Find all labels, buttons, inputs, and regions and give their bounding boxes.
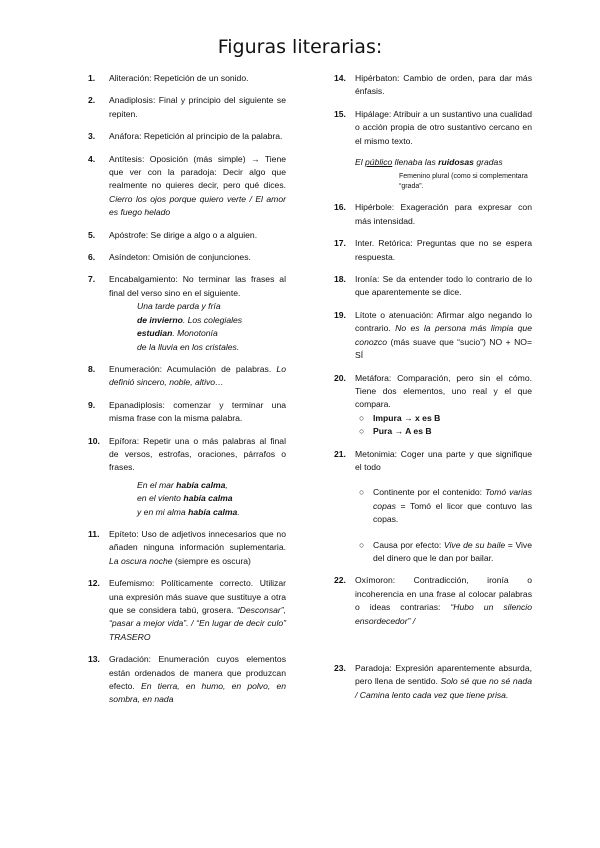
verse-line — [137, 327, 286, 340]
sub-item-text: = Vive del dinero que le dan por bailar. — [373, 539, 533, 563]
item-number: 17. — [334, 238, 346, 249]
item-definition: Atribuir a un sustantivo una cualidad o acción propia de otro sustantivo cercano en el mismo texto. — [355, 108, 532, 146]
item-number: 2. — [88, 95, 96, 106]
verse-bold: había calma — [176, 479, 226, 490]
item-number: 23. — [334, 663, 346, 673]
circle-bullet-icon: ○ — [359, 487, 365, 498]
item-definition: Acumulación de palabras. — [162, 363, 272, 374]
verse-line — [137, 479, 286, 492]
verse-line: Una tarde parda y fría — [137, 301, 221, 312]
sub-item-term: Causa por efecto: — [373, 539, 442, 550]
verse-line — [137, 492, 286, 505]
item-definition: comenzar y terminar una misma frase con la misma palabra. — [109, 399, 286, 424]
item-number: 3. — [88, 131, 96, 142]
item-number: 12. — [88, 578, 100, 589]
list-item — [88, 153, 286, 220]
item-example: No es la persona más limpia que conozco — [355, 323, 532, 347]
item-term: Paradoja: — [355, 663, 392, 673]
item-number: 15. — [334, 108, 346, 119]
example-part: El — [355, 157, 366, 168]
list-item — [88, 72, 286, 85]
right-column — [334, 72, 532, 711]
item-definition: Repetición de un sonido. — [151, 73, 249, 83]
item-definition: Oposición (más simple) → Tiene que ver con la paradoja: Decir algo que realmente no quieres decir, pero qué dices. — [109, 153, 286, 191]
verse-example — [109, 479, 286, 519]
item-definition: Contradicción, ironía o incoherencia en una frase al colocar palabras o ideas contrarias: — [355, 575, 532, 613]
item-number: 4. — [88, 153, 96, 164]
verse-line — [137, 314, 286, 327]
item-term: Oxímoron: — [355, 575, 396, 586]
left-column — [88, 72, 286, 716]
item-term: Antítesis: — [109, 153, 145, 164]
verse-line: de la lluvia en los cristales. — [137, 341, 240, 352]
list-item — [88, 229, 286, 242]
item-definition: Repetir una o más palabras al final de versos, estrofas, oraciones, párrafos o frases. — [109, 435, 286, 473]
item-number: 1. — [88, 73, 96, 83]
verse-start: y en mi alma — [137, 506, 189, 517]
item-number: 14. — [334, 73, 346, 83]
verse-rest: . Los colegiales — [182, 314, 243, 325]
verse-bold: había calma — [188, 506, 238, 517]
circle-bullet-icon: ○ — [359, 426, 365, 437]
item-number: 8. — [88, 363, 96, 374]
item-term: Epanadiplosis: — [109, 399, 165, 410]
item-definition: Omisión de conjunciones. — [150, 252, 251, 263]
list-item — [334, 448, 532, 566]
item-term: Enumeración: — [109, 363, 163, 374]
verse-rest: . Monotonía — [172, 328, 218, 339]
item-term: Anáfora: — [109, 131, 142, 142]
item-example: “Desconsar”, “pasar a mejor vida”. / “En lugar de decir culo” TRASERO — [109, 605, 287, 642]
item-number: 9. — [88, 399, 96, 410]
verse-start: en el viento — [137, 493, 184, 504]
example-bold: ruidosas — [438, 157, 474, 168]
item-term: Ironía: — [355, 274, 380, 285]
verse-bold: de invierno — [137, 314, 183, 325]
item-example: La oscura noche — [109, 555, 173, 566]
item-definition: Cambio de orden, para dar más énfasis. — [355, 73, 532, 97]
item-definition: Exageración para expresar con más intensidad. — [355, 202, 532, 226]
item-term: Metáfora: — [355, 372, 392, 383]
list-item — [88, 653, 286, 707]
list-item — [334, 662, 532, 702]
sub-item — [355, 486, 532, 526]
item-definition: Expresión aparentemente absurda, pero llena de sentido. — [355, 663, 532, 687]
item-definition: Repetición al principio de la palabra. — [141, 131, 283, 142]
item-definition: Se dirige a algo o a alguien. — [148, 229, 258, 240]
list-item — [334, 273, 532, 300]
item-definition: Enumeración cuyos elementos están ordenados de manera que produzcan efecto. — [109, 654, 286, 692]
list-item — [334, 237, 532, 264]
list-item — [88, 363, 286, 390]
item-note: (siempre es oscura) — [172, 555, 251, 566]
sub-item-text: Pura → A es B — [373, 426, 432, 437]
list-item — [334, 574, 532, 628]
item-definition: Final y principio del siguiente se repiten. — [109, 95, 286, 119]
list-item — [334, 108, 532, 193]
list-item — [88, 130, 286, 143]
item-term: Epífora: — [109, 435, 140, 446]
item-number: 7. — [88, 274, 96, 285]
item-term: Metonimia: — [355, 448, 398, 459]
list-item — [88, 273, 286, 353]
list-item — [334, 72, 532, 99]
item-note: (más suave que “sucio”) NO + NO= SÍ — [355, 336, 532, 361]
item-number: 22. — [334, 575, 346, 586]
item-term: Gradación: — [109, 654, 152, 665]
item-example — [355, 156, 532, 169]
item-definition: Preguntas que no se espera respuesta. — [355, 238, 532, 262]
sub-item-example: Vive de su baile — [441, 539, 506, 550]
sub-item-example: Tomó varias copas — [373, 487, 532, 511]
item-definition: Se da entender todo lo contrario de lo que aparentemente se dice. — [355, 274, 532, 298]
item-term: Epíteto: — [109, 528, 139, 539]
sub-item — [355, 539, 532, 566]
list-item — [88, 435, 286, 519]
sub-item — [355, 412, 532, 425]
example-part: gradas — [473, 157, 503, 168]
item-definition: Uso de adjetivos innecesarios que no añaden ninguna información suplementaria. — [109, 528, 286, 553]
list-item — [88, 528, 286, 568]
item-number: 21. — [334, 448, 346, 459]
example-underlined: público — [365, 157, 393, 168]
page-title: Figuras literarias: — [217, 36, 383, 58]
verse-example — [109, 300, 286, 354]
item-term: Hipálage: — [355, 108, 392, 119]
verse-bold: había calma — [183, 493, 233, 504]
item-term: Inter. Retórica: — [355, 238, 413, 249]
item-number: 11. — [88, 528, 100, 539]
item-term: Asíndeton: — [109, 252, 151, 263]
item-number: 13. — [88, 654, 100, 665]
list-item — [88, 577, 286, 644]
item-example: En tierra, en humo, en polvo, en sombra, en nada — [109, 681, 286, 705]
example-part: llenaba las — [392, 157, 439, 168]
item-term: Hipérbole: — [355, 202, 395, 213]
item-note: Femenino plural (como si complementara “grada”. — [399, 173, 528, 191]
item-term: Encabalgamiento: — [109, 274, 178, 285]
item-term: Anadiplosis: — [109, 95, 156, 106]
item-number: 19. — [334, 309, 346, 320]
sub-item — [355, 425, 532, 438]
item-example: Lo definió sincero, noble, altivo… — [109, 363, 286, 388]
item-term: Lítote o atenuación: — [355, 309, 434, 320]
item-number: 20. — [334, 372, 346, 383]
verse-line — [137, 506, 286, 519]
item-example: Solo sé que no sé nada / Camina lento cada vez que tiene prisa. — [355, 676, 532, 700]
item-example: “Hubo un silencio ensordecedor” / — [355, 602, 533, 626]
item-term: Apóstrofe: — [109, 229, 149, 240]
item-number: 16. — [334, 202, 346, 213]
item-term: Aliteración: — [109, 73, 152, 83]
verse-end: , — [225, 479, 228, 490]
circle-bullet-icon: ○ — [359, 539, 365, 550]
item-number: 10. — [88, 435, 100, 446]
item-term: Hipérbaton: — [355, 73, 400, 83]
list-item — [88, 94, 286, 121]
list-item — [334, 309, 532, 363]
item-term: Eufemismo: — [109, 578, 155, 589]
item-definition: Afirmar algo negando lo contrario. — [355, 309, 532, 334]
sub-item-text: Impura → x es B — [373, 412, 441, 423]
item-definition: Políticamente correcto. Utilizar una expresión más suave que sustituye a otra que se considera tabú, grosera. — [109, 578, 286, 615]
list-item — [334, 372, 532, 439]
list-item — [88, 399, 286, 426]
sub-item-term: Continente por el contenido: — [373, 487, 483, 498]
verse-bold: estudian — [137, 328, 173, 339]
sub-item-text: = Tomó el licor que contuvo las copas. — [373, 500, 532, 525]
verse-start: En el mar — [137, 479, 177, 490]
circle-bullet-icon: ○ — [359, 412, 365, 423]
item-definition: Coger una parte y que signifique el todo — [355, 448, 532, 472]
list-item — [88, 251, 286, 264]
item-definition: Comparación, pero sin el cómo. Tiene dos elementos, uno real y el que compara. — [355, 372, 532, 410]
item-definition: No terminar las frases al final del verso sino en el siguiente. — [109, 274, 286, 298]
verse-end: . — [237, 506, 240, 517]
item-number: 5. — [88, 229, 96, 240]
item-example: Cierro los ojos porque quiero verte / El amor es fuego helado — [109, 193, 286, 218]
list-item — [334, 201, 532, 228]
item-number: 6. — [88, 252, 96, 263]
item-number: 18. — [334, 274, 346, 285]
